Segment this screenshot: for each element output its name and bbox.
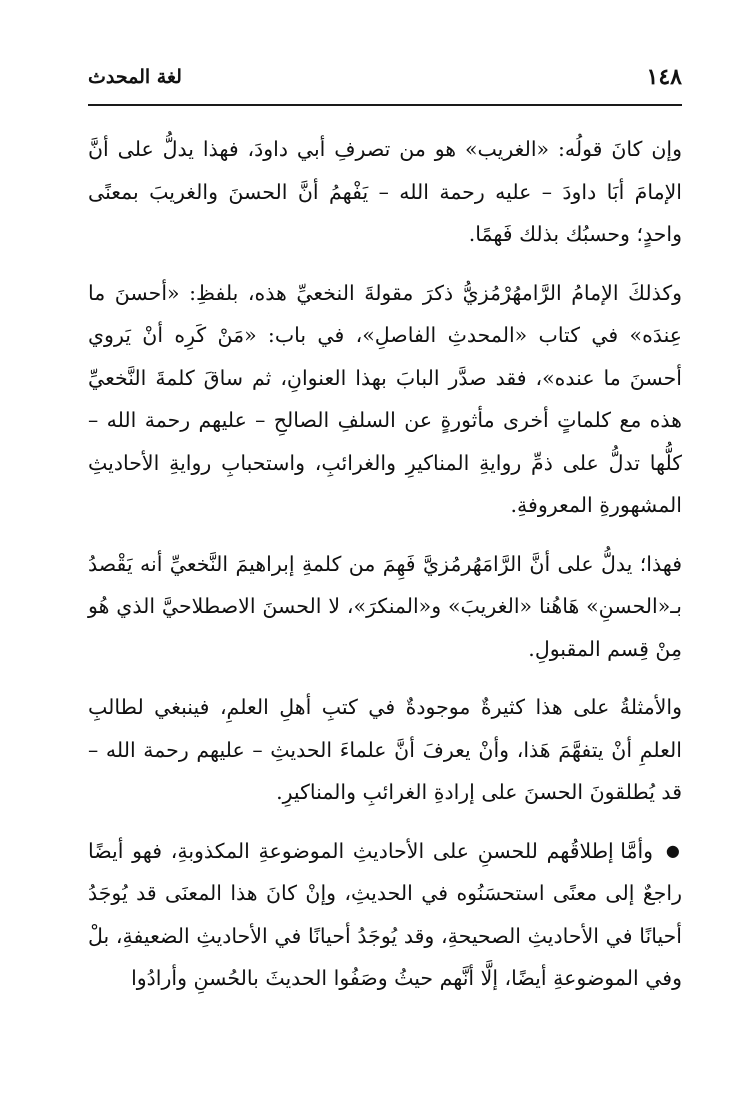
paragraph-text: فهذا؛ يدلُّ على أنَّ الرَّامَهُرمُزيَّ فَهِمَ من كلمةِ إبراهيمَ النَّخعيِّ أنه يَقْصدُ بـ«الحسنِ» هَاهُنا «الغريبَ» و«المنكرَ»، لا الحسنَ الاصطلاحيَّ الذي هُو مِنْ قِسم المقبولِ. [88,551,682,661]
header-rule [88,104,682,106]
body-text [88,128,682,1016]
paragraph [88,272,682,527]
paragraph [88,543,682,671]
running-title: لغة المحدث [88,66,182,88]
paragraph-text: والأمثلةُ على هذا كثيرةٌ موجودةٌ في كتبِ أهلِ العلمِ، فينبغي لطالبِ العلمِ أنْ يتفهَّمَ هَذا، وأنْ يعرفَ أنَّ علماءَ الحديثِ – عليهم رحمة الله – قد يُطلقونَ الحسنَ على إرادةِ الغرائبِ والمناكيرِ. [88,695,682,804]
paragraph-text: وأمَّا إطلاقُهم للحسنِ على الأحاديثِ الموضوعةِ المكذوبةِ، فهو أيضًا راجعٌ إلى معنًى استحسَنُوه في الحديثِ، وإنْ كانَ هذا المعنَى قد يُوجَدُ أحيانًا في الأحاديثِ الصحيحةِ، وقد يُوجَدُ أحيانًا في الأحاديثِ الضعيفةِ، بلْ وفي الموضوعةِ أيضًا، إلَّا أنَّهم حيثُ وصَفُوا الحديثَ بالحُسنِ وأرادُوا [88,838,682,990]
paragraph-text: وإن كانَ قولُه: «الغريب» هو من تصرفِ أبي داودَ، فهذا يدلُّ على أنَّ الإمامَ أبَا داودَ – عليه رحمة الله – يَفْهمُ أنَّ الحسنَ والغريبَ بمعنًى واحدٍ؛ وحسبُك بذلك فَهمًا. [88,137,682,246]
paragraph [88,686,682,814]
paragraph [88,830,682,1000]
paragraph-text: وكذلكَ الإمامُ الرَّامهُرْمُزيُّ ذكرَ مقولةَ النخعيِّ هذه، بلفظِ: «أحسنَ ما عِندَه» في كتاب «المحدثِ الفاصلِ»، في باب: «مَنْ كَرِه أنْ يَروي أحسنَ ما عنده»، فقد صدَّر البابَ بهذا العنوانِ، ثم ساقَ كلمةَ النَّخعيِّ هذه مع كلماتٍ أخرى مأثورةٍ عن السلفِ الصالحِ – عليهم رحمة الله – كلُّها تدلُّ على ذمِّ روايةِ المناكيرِ والغرائبِ، واستحبابِ روايةِ الأحاديثِ المشهورةِ المعروفةِ. [88,280,682,517]
bullet-icon: ● [665,840,682,860]
paragraph [88,128,682,256]
page-number: ١٤٨ [646,64,682,90]
page-header [88,62,682,98]
